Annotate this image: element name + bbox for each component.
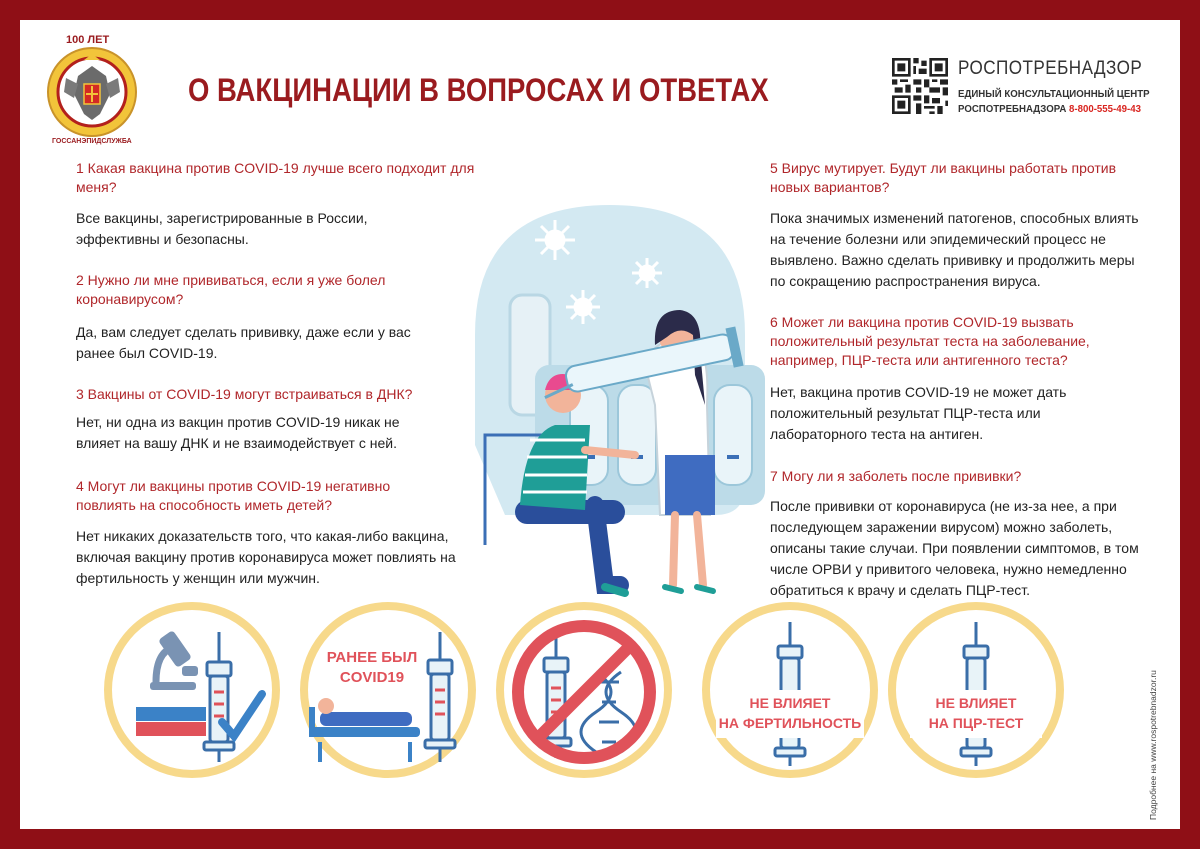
org-line-1: ЕДИНЫЙ КОНСУЛЬТАЦИОННЫЙ ЦЕНТР [958, 88, 1150, 100]
microscope-vaccine-badge [104, 602, 280, 778]
emblem-label-top: 100 ЛЕТ [66, 34, 110, 46]
vaccination-illustration [445, 185, 775, 605]
question-3: 3 Вакцины от COVID-19 могут встраиваться в ДНК? [76, 386, 413, 402]
org-line-2 [958, 103, 1141, 115]
question-4: 4 Могут ли вакцины против COVID-19 негативно повлиять на способность иметь детей? [76, 478, 391, 513]
badge-4-line1: НЕ ВЛИЯЕТ [749, 695, 831, 711]
poster [20, 20, 1180, 829]
pcr-test-badge [888, 602, 1064, 778]
answer-4: Нет никаких доказательств того, что какая-либо вакцина, включая вакцину против коронавируса может повлиять на фертильность у женщин или мужчин. [76, 528, 456, 586]
question-6: 6 Может ли вакцина против COVID-19 вызвать положительный результат теста на заболевание, например, ПЦР-теста или антигенного теста? [770, 314, 1090, 368]
org-phone[interactable]: 8-800-555-49-43 [1069, 103, 1141, 115]
emblem-label-bottom: ГОССАНЭПИДСЛУЖБА [52, 138, 132, 145]
emblem-icon [44, 36, 140, 148]
no-dna-badge [496, 602, 672, 778]
org-line-2-text: РОСПОТРЕБНАДЗОРА [958, 103, 1067, 115]
badge-2-line2: COVID19 [339, 669, 405, 686]
answer-1: Все вакцины, зарегистрированные в России, эффективны и безопасны. [76, 210, 368, 247]
question-1: 1 Какая вакцина против COVID-19 лучше всего подходит для меня? [76, 160, 475, 195]
badge-4-line2: НА ФЕРТИЛЬНОСТЬ [718, 715, 862, 731]
badge-2-line1: РАНЕЕ БЫЛ [326, 649, 418, 666]
question-5: 5 Вирус мутирует. Будут ли вакцины работать против новых вариантов? [770, 160, 1117, 195]
answer-2: Да, вам следует сделать прививку, даже если у вас ранее был COVID-19. [76, 324, 411, 361]
answer-5: Пока значимых изменений патогенов, способных влиять на течение болезни или эпидемический процесс не выявлено. Важно сделать прививку и продолжить меры по сокращению распространения вируса. [770, 210, 1139, 289]
fertility-badge [702, 602, 878, 778]
answer-3: Нет, ни одна из вакцин против COVID-19 никак не влияет на вашу ДНК и не взаимодействует с ней. [76, 414, 400, 451]
org-name: РОСПОТРЕБНАДЗОР [958, 58, 1143, 79]
previous-covid-badge [300, 602, 476, 778]
website-note: Подробнее на www.rospotrebnadzor.ru [1148, 670, 1158, 820]
question-2: 2 Нужно ли мне прививаться, если я уже болел коронавирусом? [76, 272, 386, 307]
badge-5-line1: НЕ ВЛИЯЕТ [935, 695, 1017, 711]
answer-7: После прививки от коронавируса (не из-за нее, а при последующем заражении вирусом) можно заболеть, описаны такие случаи. При появлении симптомов, в том числе ОРВИ у привитого человека, нужно немедленно обратиться к врачу и сделать ПЦР-тест. [770, 498, 1139, 598]
page-title: О ВАКЦИНАЦИИ В ВОПРОСАХ И ОТВЕТАХ [188, 72, 769, 108]
question-7: 7 Могу ли я заболеть после прививки? [770, 468, 1022, 484]
answer-6: Нет, вакцина против COVID-19 не может дать положительный результат ПЦР-теста или лабораторного теста на антиген. [770, 384, 1067, 442]
badge-5-line2: НА ПЦР-ТЕСТ [928, 715, 1024, 731]
qr-code-icon[interactable] [892, 58, 948, 114]
